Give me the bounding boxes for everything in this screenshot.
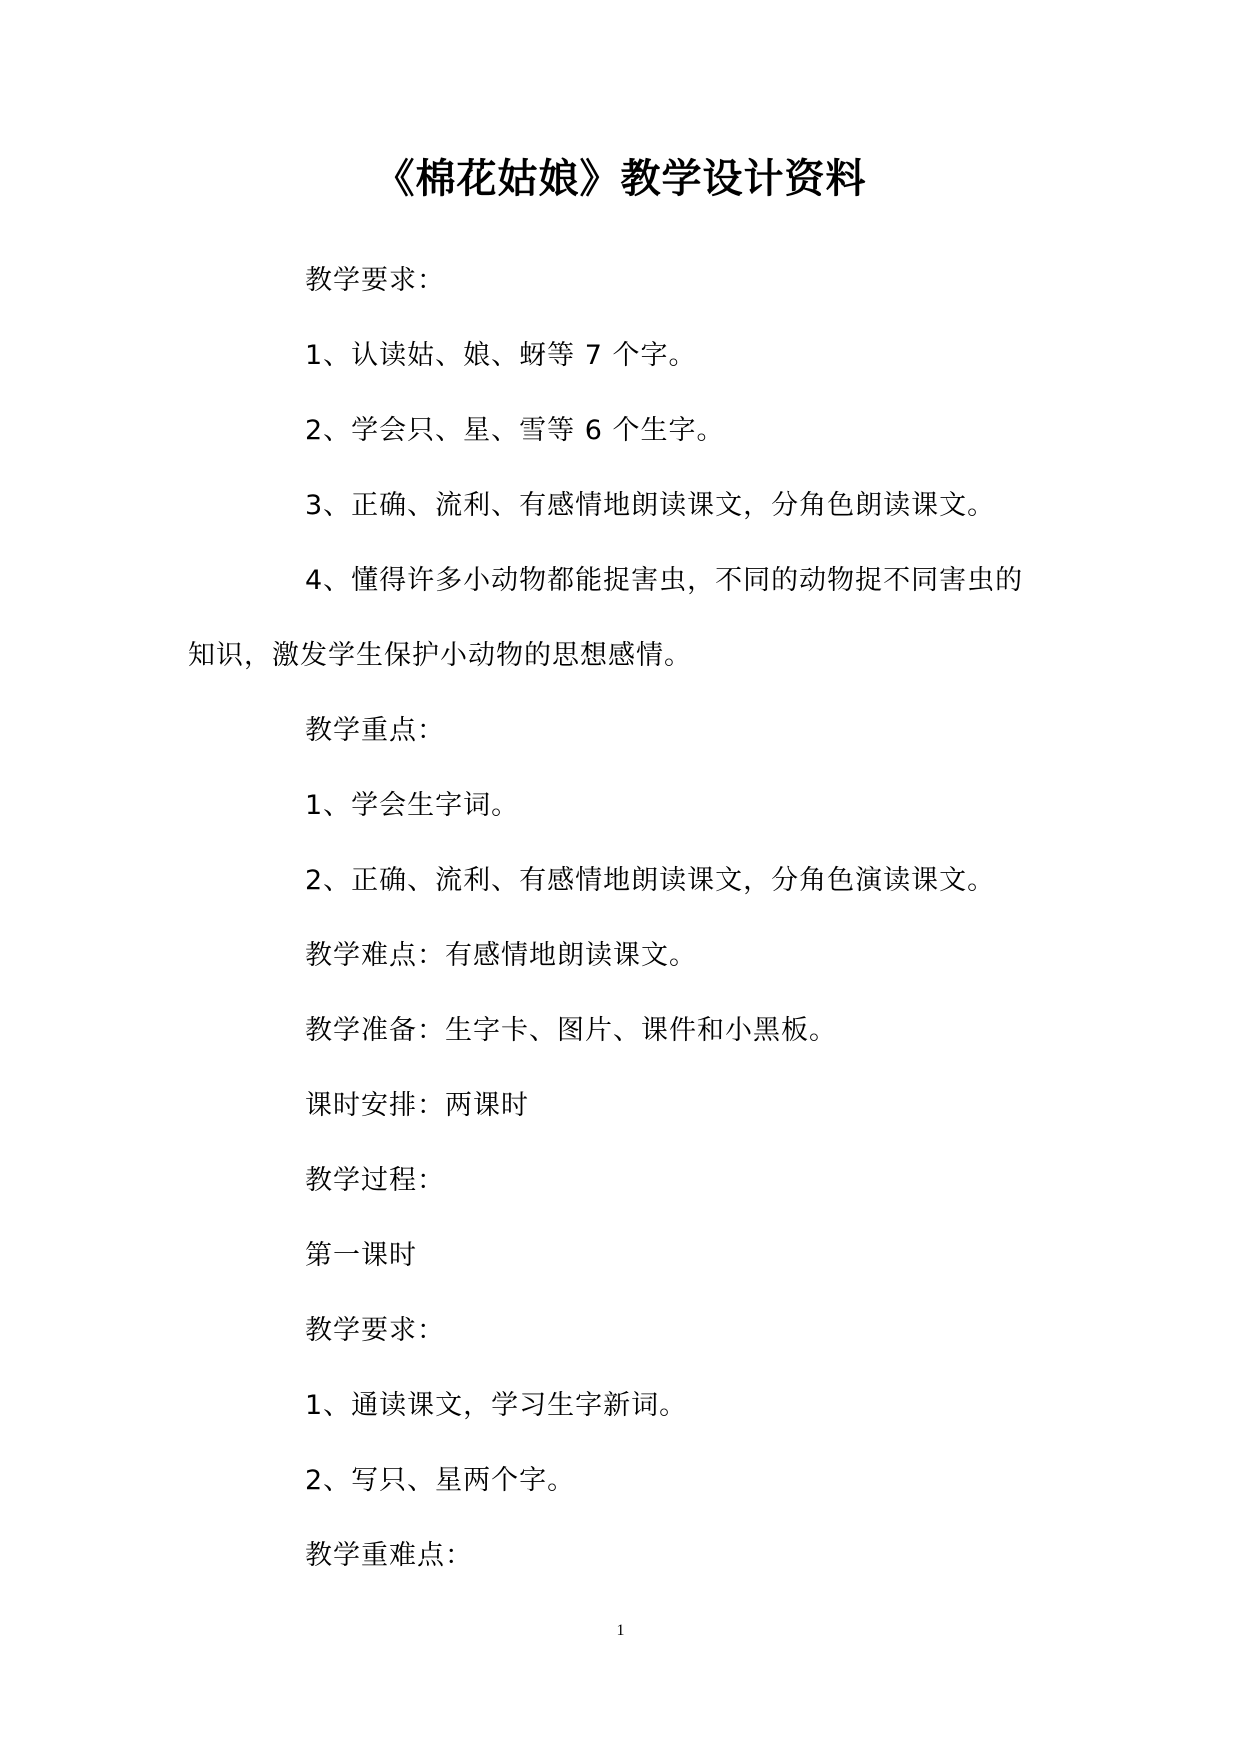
page-number: 1 (616, 1622, 625, 1639)
paragraph-line: 4、懂得许多小动物都能捉害虫，不同的动物捉不同害虫的 (305, 565, 1024, 596)
paragraph-line: 1、学会生字词。 (305, 790, 520, 821)
paragraph-line: 课时安排：两课时 (305, 1090, 529, 1121)
paragraph-line-continued: 知识，激发学生保护小动物的思想感情。 (188, 640, 692, 671)
document-title: 《棉花姑娘》教学设计资料 (374, 156, 867, 202)
paragraph-line: 教学准备：生字卡、图片、课件和小黑板。 (305, 1015, 837, 1046)
paragraph-line: 教学难点：有感情地朗读课文。 (305, 940, 697, 971)
section-heading-difficulties: 教学重难点： (305, 1540, 473, 1571)
section-heading-requirements: 教学要求： (305, 265, 445, 296)
paragraph-line: 1、通读课文，学习生字新词。 (305, 1390, 688, 1421)
paragraph-line: 2、正确、流利、有感情地朗读课文，分角色演读课文。 (305, 865, 996, 896)
paragraph-line: 2、写只、星两个字。 (305, 1465, 576, 1496)
section-heading-process: 教学过程： (305, 1165, 445, 1196)
section-heading-first-lesson: 第一课时 (305, 1240, 417, 1271)
section-heading-requirements: 教学要求： (305, 1315, 445, 1346)
paragraph-line: 3、正确、流利、有感情地朗读课文，分角色朗读课文。 (305, 490, 996, 521)
paragraph-line: 2、学会只、星、雪等 6 个生字。 (305, 415, 725, 446)
section-heading-key-points: 教学重点： (305, 715, 445, 746)
paragraph-line: 1、认读姑、娘、蚜等 7 个字。 (305, 340, 697, 371)
